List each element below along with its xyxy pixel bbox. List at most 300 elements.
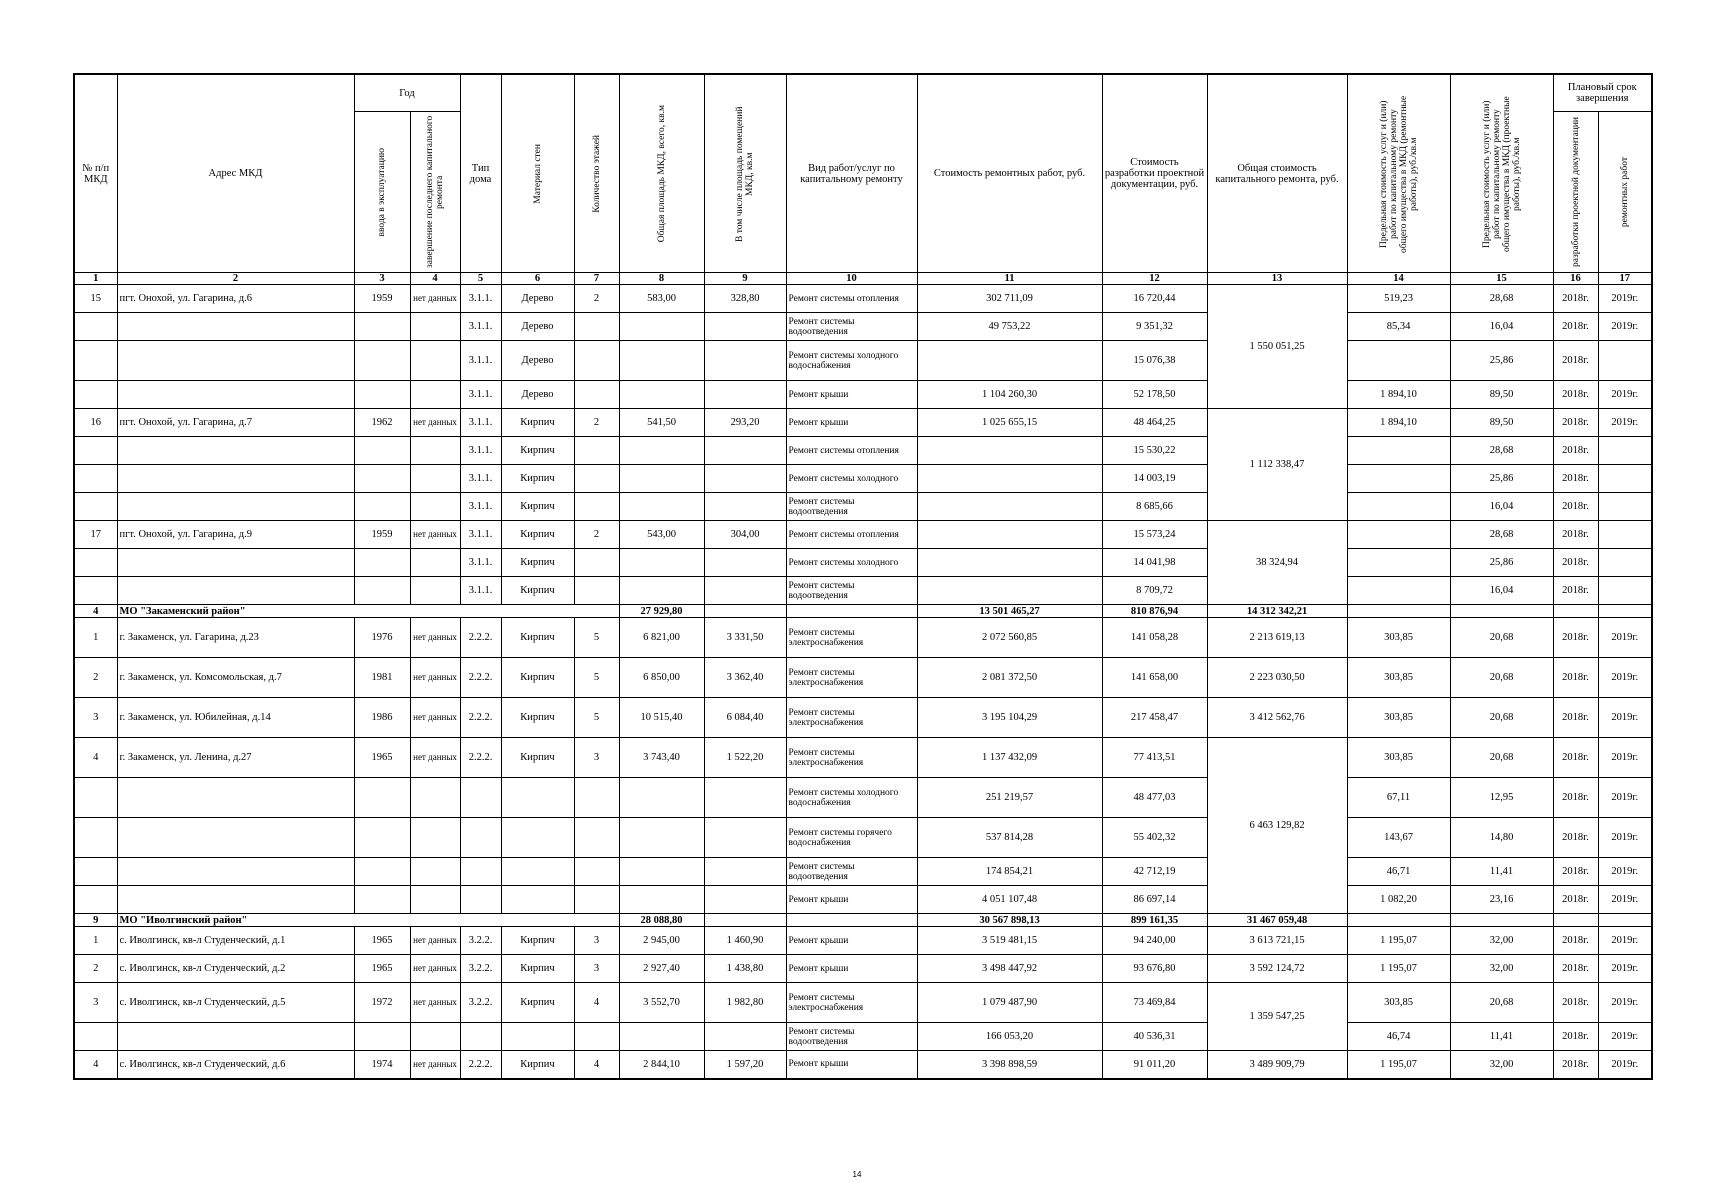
last-repair-year: нет данных — [410, 738, 460, 778]
repair-cost — [917, 577, 1102, 605]
design-deadline: 2018г. — [1553, 285, 1598, 313]
house-address — [117, 381, 354, 409]
total-area — [619, 886, 704, 914]
house-type: 3.1.1. — [460, 437, 501, 465]
house-type: 3.1.1. — [460, 341, 501, 381]
floor-count — [574, 313, 619, 341]
work-type: Ремонт системы водоотведения — [786, 1023, 917, 1051]
column-number: 8 — [619, 273, 704, 285]
design-cost: 42 712,19 — [1102, 858, 1207, 886]
premises-area: 3 362,40 — [704, 658, 786, 698]
design-cost: 141 058,28 — [1102, 618, 1207, 658]
limit-repair-cost — [1347, 493, 1450, 521]
floor-count — [574, 465, 619, 493]
header-house-type: Тип дома — [460, 74, 501, 273]
limit-design-cost: 23,16 — [1450, 886, 1553, 914]
total-area — [619, 341, 704, 381]
house-number: 17 — [74, 521, 117, 549]
house-row — [74, 983, 1652, 1023]
design-cost: 77 413,51 — [1102, 738, 1207, 778]
limit-design-cost: 16,04 — [1450, 577, 1553, 605]
limit-repair-cost: 46,74 — [1347, 1023, 1450, 1051]
design-deadline: 2018г. — [1553, 381, 1598, 409]
header-number: № п/п МКД — [74, 74, 117, 273]
repair-deadline — [1598, 341, 1652, 381]
floor-count: 2 — [574, 521, 619, 549]
total-area — [619, 493, 704, 521]
header-wall-material: Материал стен — [501, 74, 574, 273]
last-repair-year — [410, 778, 460, 818]
work-type: Ремонт системы электроснабжения — [786, 738, 917, 778]
region-total-cost: 31 467 059,48 — [1207, 914, 1347, 927]
header-repair-cost: Стоимость ремонтных работ, руб. — [917, 74, 1102, 273]
column-number: 7 — [574, 273, 619, 285]
commission-year: 1981 — [354, 658, 410, 698]
total-area — [619, 313, 704, 341]
wall-material: Кирпич — [501, 698, 574, 738]
floor-count — [574, 778, 619, 818]
last-repair-year — [410, 886, 460, 914]
work-row — [74, 1023, 1652, 1051]
wall-material — [501, 1023, 574, 1051]
house-type: 3.1.1. — [460, 549, 501, 577]
last-repair-year: нет данных — [410, 1051, 460, 1079]
floor-count — [574, 381, 619, 409]
design-deadline: 2018г. — [1553, 409, 1598, 437]
limit-design-cost: 89,50 — [1450, 381, 1553, 409]
house-number: 3 — [74, 983, 117, 1023]
premises-area — [704, 577, 786, 605]
wall-material: Кирпич — [501, 549, 574, 577]
house-row — [74, 955, 1652, 983]
header-address: Адрес МКД — [117, 74, 354, 273]
house-type: 3.1.1. — [460, 577, 501, 605]
premises-area: 1 982,80 — [704, 983, 786, 1023]
house-type — [460, 778, 501, 818]
limit-design-cost: 32,00 — [1450, 927, 1553, 955]
region-design-cost: 810 876,94 — [1102, 605, 1207, 618]
total-cost: 3 412 562,76 — [1207, 698, 1347, 738]
wall-material: Кирпич — [501, 927, 574, 955]
house-number: 2 — [74, 658, 117, 698]
work-type: Ремонт системы водоотведения — [786, 313, 917, 341]
region-total-area: 27 929,80 — [619, 605, 704, 618]
total-area — [619, 381, 704, 409]
house-row — [74, 409, 1652, 437]
design-deadline: 2018г. — [1553, 927, 1598, 955]
repair-deadline: 2019г. — [1598, 409, 1652, 437]
repair-cost: 1 079 487,90 — [917, 983, 1102, 1023]
header-design-deadline: разработки проектной документации — [1553, 112, 1598, 273]
header-work-type: Вид работ/услуг по капитальному ремонту — [786, 74, 917, 273]
commission-year: 1974 — [354, 1051, 410, 1079]
house-number — [74, 886, 117, 914]
work-type: Ремонт системы водоотведения — [786, 858, 917, 886]
house-type: 3.1.1. — [460, 313, 501, 341]
floor-count — [574, 818, 619, 858]
total-area — [619, 437, 704, 465]
header-plan-group: Плановый срок завершения — [1553, 74, 1652, 112]
header-last-repair: завершение последнего капитального ремонта — [410, 112, 460, 273]
repair-cost: 302 711,09 — [917, 285, 1102, 313]
limit-design-cost: 11,41 — [1450, 1023, 1553, 1051]
commission-year — [354, 778, 410, 818]
design-cost: 14 041,98 — [1102, 549, 1207, 577]
last-repair-year — [410, 549, 460, 577]
work-type: Ремонт системы электроснабжения — [786, 698, 917, 738]
repair-cost: 537 814,28 — [917, 818, 1102, 858]
house-row — [74, 738, 1652, 778]
last-repair-year — [410, 437, 460, 465]
house-address — [117, 313, 354, 341]
design-cost: 141 658,00 — [1102, 658, 1207, 698]
work-type: Ремонт системы электроснабжения — [786, 658, 917, 698]
region-row — [74, 914, 1652, 927]
premises-area — [704, 818, 786, 858]
repair-register-table — [73, 73, 1653, 1080]
column-number: 2 — [117, 273, 354, 285]
limit-design-cost: 25,86 — [1450, 341, 1553, 381]
region-design-deadline — [1553, 914, 1598, 927]
total-area: 10 515,40 — [619, 698, 704, 738]
premises-area — [704, 465, 786, 493]
repair-cost — [917, 521, 1102, 549]
house-number — [74, 465, 117, 493]
repair-deadline — [1598, 437, 1652, 465]
total-area: 2 927,40 — [619, 955, 704, 983]
work-row — [74, 818, 1652, 858]
repair-deadline: 2019г. — [1598, 818, 1652, 858]
wall-material: Кирпич — [501, 955, 574, 983]
design-cost: 48 477,03 — [1102, 778, 1207, 818]
house-address: г. Закаменск, ул. Гагарина, д.23 — [117, 618, 354, 658]
repair-cost: 1 025 655,15 — [917, 409, 1102, 437]
limit-design-cost: 11,41 — [1450, 858, 1553, 886]
design-deadline: 2018г. — [1553, 437, 1598, 465]
house-type: 2.2.2. — [460, 618, 501, 658]
column-number: 3 — [354, 273, 410, 285]
repair-cost: 174 854,21 — [917, 858, 1102, 886]
last-repair-year — [410, 465, 460, 493]
house-number — [74, 858, 117, 886]
total-area: 3 552,70 — [619, 983, 704, 1023]
design-cost: 14 003,19 — [1102, 465, 1207, 493]
premises-area: 6 084,40 — [704, 698, 786, 738]
limit-repair-cost: 519,23 — [1347, 285, 1450, 313]
house-address — [117, 1023, 354, 1051]
house-row — [74, 1051, 1652, 1079]
floor-count — [574, 549, 619, 577]
premises-area — [704, 313, 786, 341]
work-row — [74, 886, 1652, 914]
house-address — [117, 577, 354, 605]
total-cost: 1 112 338,47 — [1207, 409, 1347, 521]
column-number: 15 — [1450, 273, 1553, 285]
house-number: 1 — [74, 618, 117, 658]
design-deadline: 2018г. — [1553, 618, 1598, 658]
wall-material: Кирпич — [501, 658, 574, 698]
total-area — [619, 858, 704, 886]
house-type: 3.1.1. — [460, 381, 501, 409]
last-repair-year — [410, 381, 460, 409]
limit-repair-cost — [1347, 437, 1450, 465]
limit-repair-cost: 1 894,10 — [1347, 381, 1450, 409]
total-cost: 3 592 124,72 — [1207, 955, 1347, 983]
limit-design-cost: 20,68 — [1450, 658, 1553, 698]
house-type: 2.2.2. — [460, 698, 501, 738]
repair-cost: 3 398 898,59 — [917, 1051, 1102, 1079]
region-work-type — [786, 914, 917, 927]
house-address: пгт. Онохой, ул. Гагарина, д.7 — [117, 409, 354, 437]
house-type: 3.2.2. — [460, 955, 501, 983]
limit-repair-cost: 303,85 — [1347, 738, 1450, 778]
design-cost: 8 685,66 — [1102, 493, 1207, 521]
work-row — [74, 577, 1652, 605]
house-type: 3.1.1. — [460, 285, 501, 313]
wall-material: Кирпич — [501, 437, 574, 465]
last-repair-year: нет данных — [410, 521, 460, 549]
work-row — [74, 549, 1652, 577]
column-number: 9 — [704, 273, 786, 285]
premises-area: 3 331,50 — [704, 618, 786, 658]
house-row — [74, 618, 1652, 658]
floor-count — [574, 858, 619, 886]
commission-year — [354, 818, 410, 858]
house-type — [460, 818, 501, 858]
house-type — [460, 1023, 501, 1051]
total-area — [619, 577, 704, 605]
house-number — [74, 778, 117, 818]
region-design-deadline — [1553, 605, 1598, 618]
design-deadline: 2018г. — [1553, 549, 1598, 577]
repair-deadline: 2019г. — [1598, 983, 1652, 1023]
region-total-cost: 14 312 342,21 — [1207, 605, 1347, 618]
last-repair-year: нет данных — [410, 285, 460, 313]
total-cost: 3 613 721,15 — [1207, 927, 1347, 955]
commission-year: 1965 — [354, 738, 410, 778]
repair-cost: 3 498 447,92 — [917, 955, 1102, 983]
limit-design-cost: 20,68 — [1450, 738, 1553, 778]
repair-deadline: 2019г. — [1598, 738, 1652, 778]
region-limit-design — [1450, 605, 1553, 618]
work-row — [74, 313, 1652, 341]
header-design-cost: Стоимость разработки проектной документации, руб. — [1102, 74, 1207, 273]
work-type: Ремонт системы водоотведения — [786, 577, 917, 605]
floor-count: 5 — [574, 658, 619, 698]
region-number: 9 — [74, 914, 117, 927]
house-address: с. Иволгинск, кв-л Студенческий, д.2 — [117, 955, 354, 983]
header-commission-year: ввода в эксплуатацию — [354, 112, 410, 273]
work-type: Ремонт крыши — [786, 886, 917, 914]
total-cost: 1 550 051,25 — [1207, 285, 1347, 409]
house-number: 2 — [74, 955, 117, 983]
column-number: 6 — [501, 273, 574, 285]
house-address: г. Закаменск, ул. Ленина, д.27 — [117, 738, 354, 778]
repair-deadline: 2019г. — [1598, 886, 1652, 914]
wall-material: Кирпич — [501, 465, 574, 493]
house-type: 3.1.1. — [460, 465, 501, 493]
total-cost: 2 213 619,13 — [1207, 618, 1347, 658]
work-row — [74, 465, 1652, 493]
header-total-cost: Общая стоимость капитального ремонта, руб. — [1207, 74, 1347, 273]
limit-repair-cost: 67,11 — [1347, 778, 1450, 818]
last-repair-year: нет данных — [410, 698, 460, 738]
header-floors: Количество этажей — [574, 74, 619, 273]
house-address — [117, 818, 354, 858]
premises-area: 293,20 — [704, 409, 786, 437]
last-repair-year — [410, 1023, 460, 1051]
house-number — [74, 313, 117, 341]
design-deadline: 2018г. — [1553, 1023, 1598, 1051]
repair-deadline — [1598, 465, 1652, 493]
commission-year — [354, 437, 410, 465]
last-repair-year — [410, 858, 460, 886]
total-area: 583,00 — [619, 285, 704, 313]
repair-deadline — [1598, 521, 1652, 549]
premises-area — [704, 437, 786, 465]
house-number — [74, 577, 117, 605]
design-cost: 15 530,22 — [1102, 437, 1207, 465]
commission-year: 1959 — [354, 521, 410, 549]
work-type: Ремонт крыши — [786, 1051, 917, 1079]
header-total-area: Общая площадь МКД, всего, кв.м — [619, 74, 704, 273]
house-address: г. Закаменск, ул. Юбилейная, д.14 — [117, 698, 354, 738]
design-cost: 8 709,72 — [1102, 577, 1207, 605]
house-type: 2.2.2. — [460, 738, 501, 778]
work-type: Ремонт системы горячего водоснабжения — [786, 818, 917, 858]
last-repair-year: нет данных — [410, 927, 460, 955]
work-type: Ремонт крыши — [786, 409, 917, 437]
design-cost: 73 469,84 — [1102, 983, 1207, 1023]
repair-cost: 2 081 372,50 — [917, 658, 1102, 698]
last-repair-year: нет данных — [410, 983, 460, 1023]
design-deadline: 2018г. — [1553, 493, 1598, 521]
total-area: 2 844,10 — [619, 1051, 704, 1079]
repair-deadline: 2019г. — [1598, 927, 1652, 955]
column-number: 11 — [917, 273, 1102, 285]
work-type: Ремонт системы холодного водоснабжения — [786, 341, 917, 381]
register-sheet — [73, 73, 1651, 1080]
region-total-area: 28 088,80 — [619, 914, 704, 927]
total-area: 6 850,00 — [619, 658, 704, 698]
premises-area: 304,00 — [704, 521, 786, 549]
repair-deadline: 2019г. — [1598, 698, 1652, 738]
house-address — [117, 465, 354, 493]
wall-material: Кирпич — [501, 1051, 574, 1079]
total-cost: 6 463 129,82 — [1207, 738, 1347, 914]
limit-design-cost: 14,80 — [1450, 818, 1553, 858]
work-type: Ремонт системы отопления — [786, 285, 917, 313]
repair-deadline: 2019г. — [1598, 1023, 1652, 1051]
work-type: Ремонт системы отопления — [786, 437, 917, 465]
repair-deadline: 2019г. — [1598, 858, 1652, 886]
column-number: 17 — [1598, 273, 1652, 285]
limit-repair-cost: 1 195,07 — [1347, 955, 1450, 983]
house-number — [74, 341, 117, 381]
limit-design-cost: 20,68 — [1450, 983, 1553, 1023]
premises-area — [704, 1023, 786, 1051]
repair-cost: 49 753,22 — [917, 313, 1102, 341]
design-cost: 55 402,32 — [1102, 818, 1207, 858]
last-repair-year: нет данных — [410, 618, 460, 658]
design-cost: 48 464,25 — [1102, 409, 1207, 437]
commission-year — [354, 465, 410, 493]
premises-area: 1 460,90 — [704, 927, 786, 955]
house-type: 3.2.2. — [460, 983, 501, 1023]
limit-design-cost: 32,00 — [1450, 955, 1553, 983]
house-row — [74, 285, 1652, 313]
house-address — [117, 778, 354, 818]
region-repair-cost: 13 501 465,27 — [917, 605, 1102, 618]
floor-count — [574, 577, 619, 605]
design-cost: 16 720,44 — [1102, 285, 1207, 313]
premises-area: 1 597,20 — [704, 1051, 786, 1079]
limit-repair-cost: 46,71 — [1347, 858, 1450, 886]
floor-count: 5 — [574, 698, 619, 738]
house-address — [117, 886, 354, 914]
region-name: МО "Иволгинский район" — [117, 914, 619, 927]
work-row — [74, 381, 1652, 409]
wall-material — [501, 886, 574, 914]
repair-cost — [917, 493, 1102, 521]
limit-design-cost: 25,86 — [1450, 465, 1553, 493]
floor-count: 2 — [574, 409, 619, 437]
wall-material: Кирпич — [501, 409, 574, 437]
design-deadline: 2018г. — [1553, 1051, 1598, 1079]
house-address: с. Иволгинск, кв-л Студенческий, д.5 — [117, 983, 354, 1023]
region-limit-repair — [1347, 605, 1450, 618]
total-area: 6 821,00 — [619, 618, 704, 658]
limit-repair-cost: 303,85 — [1347, 983, 1450, 1023]
repair-deadline — [1598, 549, 1652, 577]
house-type — [460, 858, 501, 886]
header-limit-repair: Предельная стоимость услуг и (или) работ по капитальному ремонту общего имущества в МКД (ремонтные работы), руб./кв.м — [1347, 74, 1450, 273]
house-number — [74, 493, 117, 521]
last-repair-year: нет данных — [410, 409, 460, 437]
limit-design-cost: 16,04 — [1450, 313, 1553, 341]
premises-area — [704, 886, 786, 914]
total-cost: 3 489 909,79 — [1207, 1051, 1347, 1079]
last-repair-year — [410, 577, 460, 605]
commission-year — [354, 577, 410, 605]
house-type: 2.2.2. — [460, 658, 501, 698]
floor-count — [574, 1023, 619, 1051]
floor-count: 3 — [574, 927, 619, 955]
house-row — [74, 658, 1652, 698]
region-row — [74, 605, 1652, 618]
total-cost: 38 324,94 — [1207, 521, 1347, 605]
last-repair-year — [410, 493, 460, 521]
region-premises-area — [704, 605, 786, 618]
commission-year: 1962 — [354, 409, 410, 437]
repair-cost — [917, 437, 1102, 465]
last-repair-year: нет данных — [410, 955, 460, 983]
house-number: 15 — [74, 285, 117, 313]
work-row — [74, 493, 1652, 521]
repair-cost — [917, 549, 1102, 577]
design-cost: 40 536,31 — [1102, 1023, 1207, 1051]
work-row — [74, 437, 1652, 465]
design-deadline: 2018г. — [1553, 313, 1598, 341]
work-type: Ремонт системы холодного водоснабжения — [786, 778, 917, 818]
limit-repair-cost: 143,67 — [1347, 818, 1450, 858]
repair-cost: 4 051 107,48 — [917, 886, 1102, 914]
design-cost: 15 076,38 — [1102, 341, 1207, 381]
wall-material: Кирпич — [501, 521, 574, 549]
work-type: Ремонт системы холодного — [786, 549, 917, 577]
floor-count: 3 — [574, 738, 619, 778]
limit-design-cost: 12,95 — [1450, 778, 1553, 818]
